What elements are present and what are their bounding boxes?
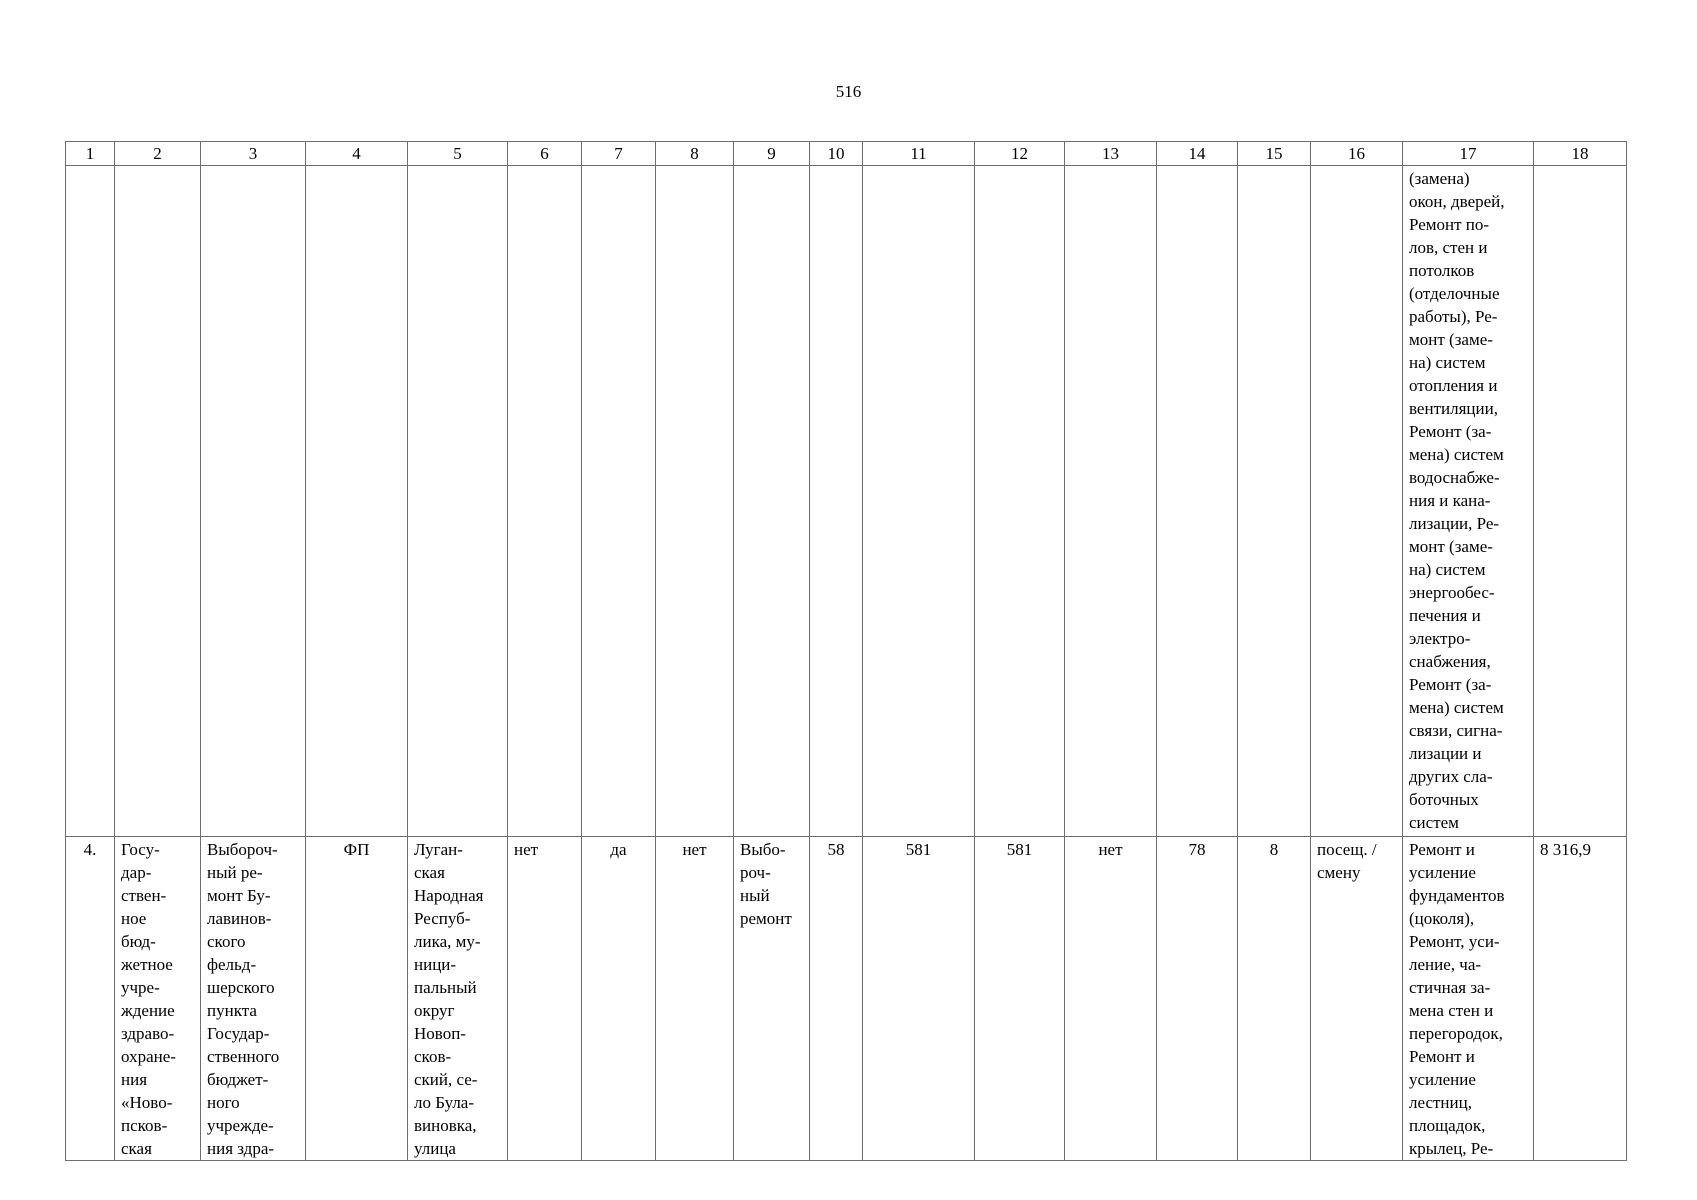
- table-cell: [306, 166, 408, 837]
- column-number-row: [66, 142, 1627, 166]
- table-cell: 8: [1238, 837, 1311, 1161]
- work-type-cell: Выбо- роч- ный ремонт: [734, 837, 810, 1161]
- column-header: 10: [810, 142, 863, 166]
- column-header: 6: [508, 142, 582, 166]
- table-cell: нет: [1065, 837, 1157, 1161]
- column-header: 12: [975, 142, 1065, 166]
- column-header: 16: [1311, 142, 1403, 166]
- repair-works-cell: (замена) окон, дверей, Ремонт по- лов, стен и потолков (отделочные работы), Ре- монт (заме- на) систем отопления и вентиляции, Ремонт (за- мена) систем водоснабже- ния и кана- лизации, Ре- монт (заме- на) систем энергообес- печения и электро- снабжения, Ремонт (за- мена) систем связи, сигна- лизации и других сла- боточных систем: [1403, 166, 1534, 837]
- column-header: 2: [115, 142, 201, 166]
- column-header: 15: [1238, 142, 1311, 166]
- customer-cell: Госу- дар- ствен- ное бюд- жетное учре- ждение здраво- охране- ния «Ново- псков- ская: [115, 837, 201, 1161]
- table-cell: [734, 166, 810, 837]
- unit-cell: посещ. / смену: [1311, 837, 1403, 1161]
- row-number-cell: 4.: [66, 837, 115, 1161]
- object-table: [65, 141, 1627, 1161]
- object-name-cell: Выбороч- ный ре- монт Бу- лавинов- ского фельд- шерского пункта Государ- ственного бюджет- ного учрежде- ния здра-: [201, 837, 306, 1161]
- address-cell: Луган- ская Народная Респуб- лика, му- ници- пальный округ Новоп- сков- ский, се- ло Була- виновка, улица: [408, 837, 508, 1161]
- table-cell: нет: [656, 837, 734, 1161]
- table-cell: 58: [810, 837, 863, 1161]
- column-header: 7: [582, 142, 656, 166]
- page-number: 516: [835, 82, 862, 101]
- table-cell: [656, 166, 734, 837]
- column-header: 9: [734, 142, 810, 166]
- column-header: 17: [1403, 142, 1534, 166]
- table-cell: [1065, 166, 1157, 837]
- table-cell: [1157, 166, 1238, 837]
- column-header: 4: [306, 142, 408, 166]
- table-cell: [975, 166, 1065, 837]
- table-cell: 581: [975, 837, 1065, 1161]
- table-cell: 78: [1157, 837, 1238, 1161]
- table-cell: [66, 166, 115, 837]
- column-header: 5: [408, 142, 508, 166]
- repair-works-cell: Ремонт и усиление фундаментов (цоколя), Ремонт, уси- ление, ча- стичная за- мена стен и перегородок, Ремонт и усиление лестниц, площадок, крылец, Ре-: [1403, 837, 1534, 1161]
- column-header: 1: [66, 142, 115, 166]
- column-header: 3: [201, 142, 306, 166]
- object-type-cell: ФП: [306, 837, 408, 1161]
- column-header: 11: [863, 142, 975, 166]
- column-header: 18: [1534, 142, 1627, 166]
- table-row: [66, 837, 1627, 1161]
- table-cell: [863, 166, 975, 837]
- table-cell: да: [582, 837, 656, 1161]
- column-header: 13: [1065, 142, 1157, 166]
- table-cell: нет: [508, 837, 582, 1161]
- column-header: 8: [656, 142, 734, 166]
- table-cell: [408, 166, 508, 837]
- table-cell: [582, 166, 656, 837]
- table-cell: [810, 166, 863, 837]
- table-cell: [115, 166, 201, 837]
- table-cell: [1534, 166, 1627, 837]
- table-cell: [1238, 166, 1311, 837]
- table-cell: [508, 166, 582, 837]
- cost-cell: 8 316,9: [1534, 837, 1627, 1161]
- table-cell: [1311, 166, 1403, 837]
- table-cell: 581: [863, 837, 975, 1161]
- column-header: 14: [1157, 142, 1238, 166]
- table-row-continued: [66, 166, 1627, 837]
- table-cell: [201, 166, 306, 837]
